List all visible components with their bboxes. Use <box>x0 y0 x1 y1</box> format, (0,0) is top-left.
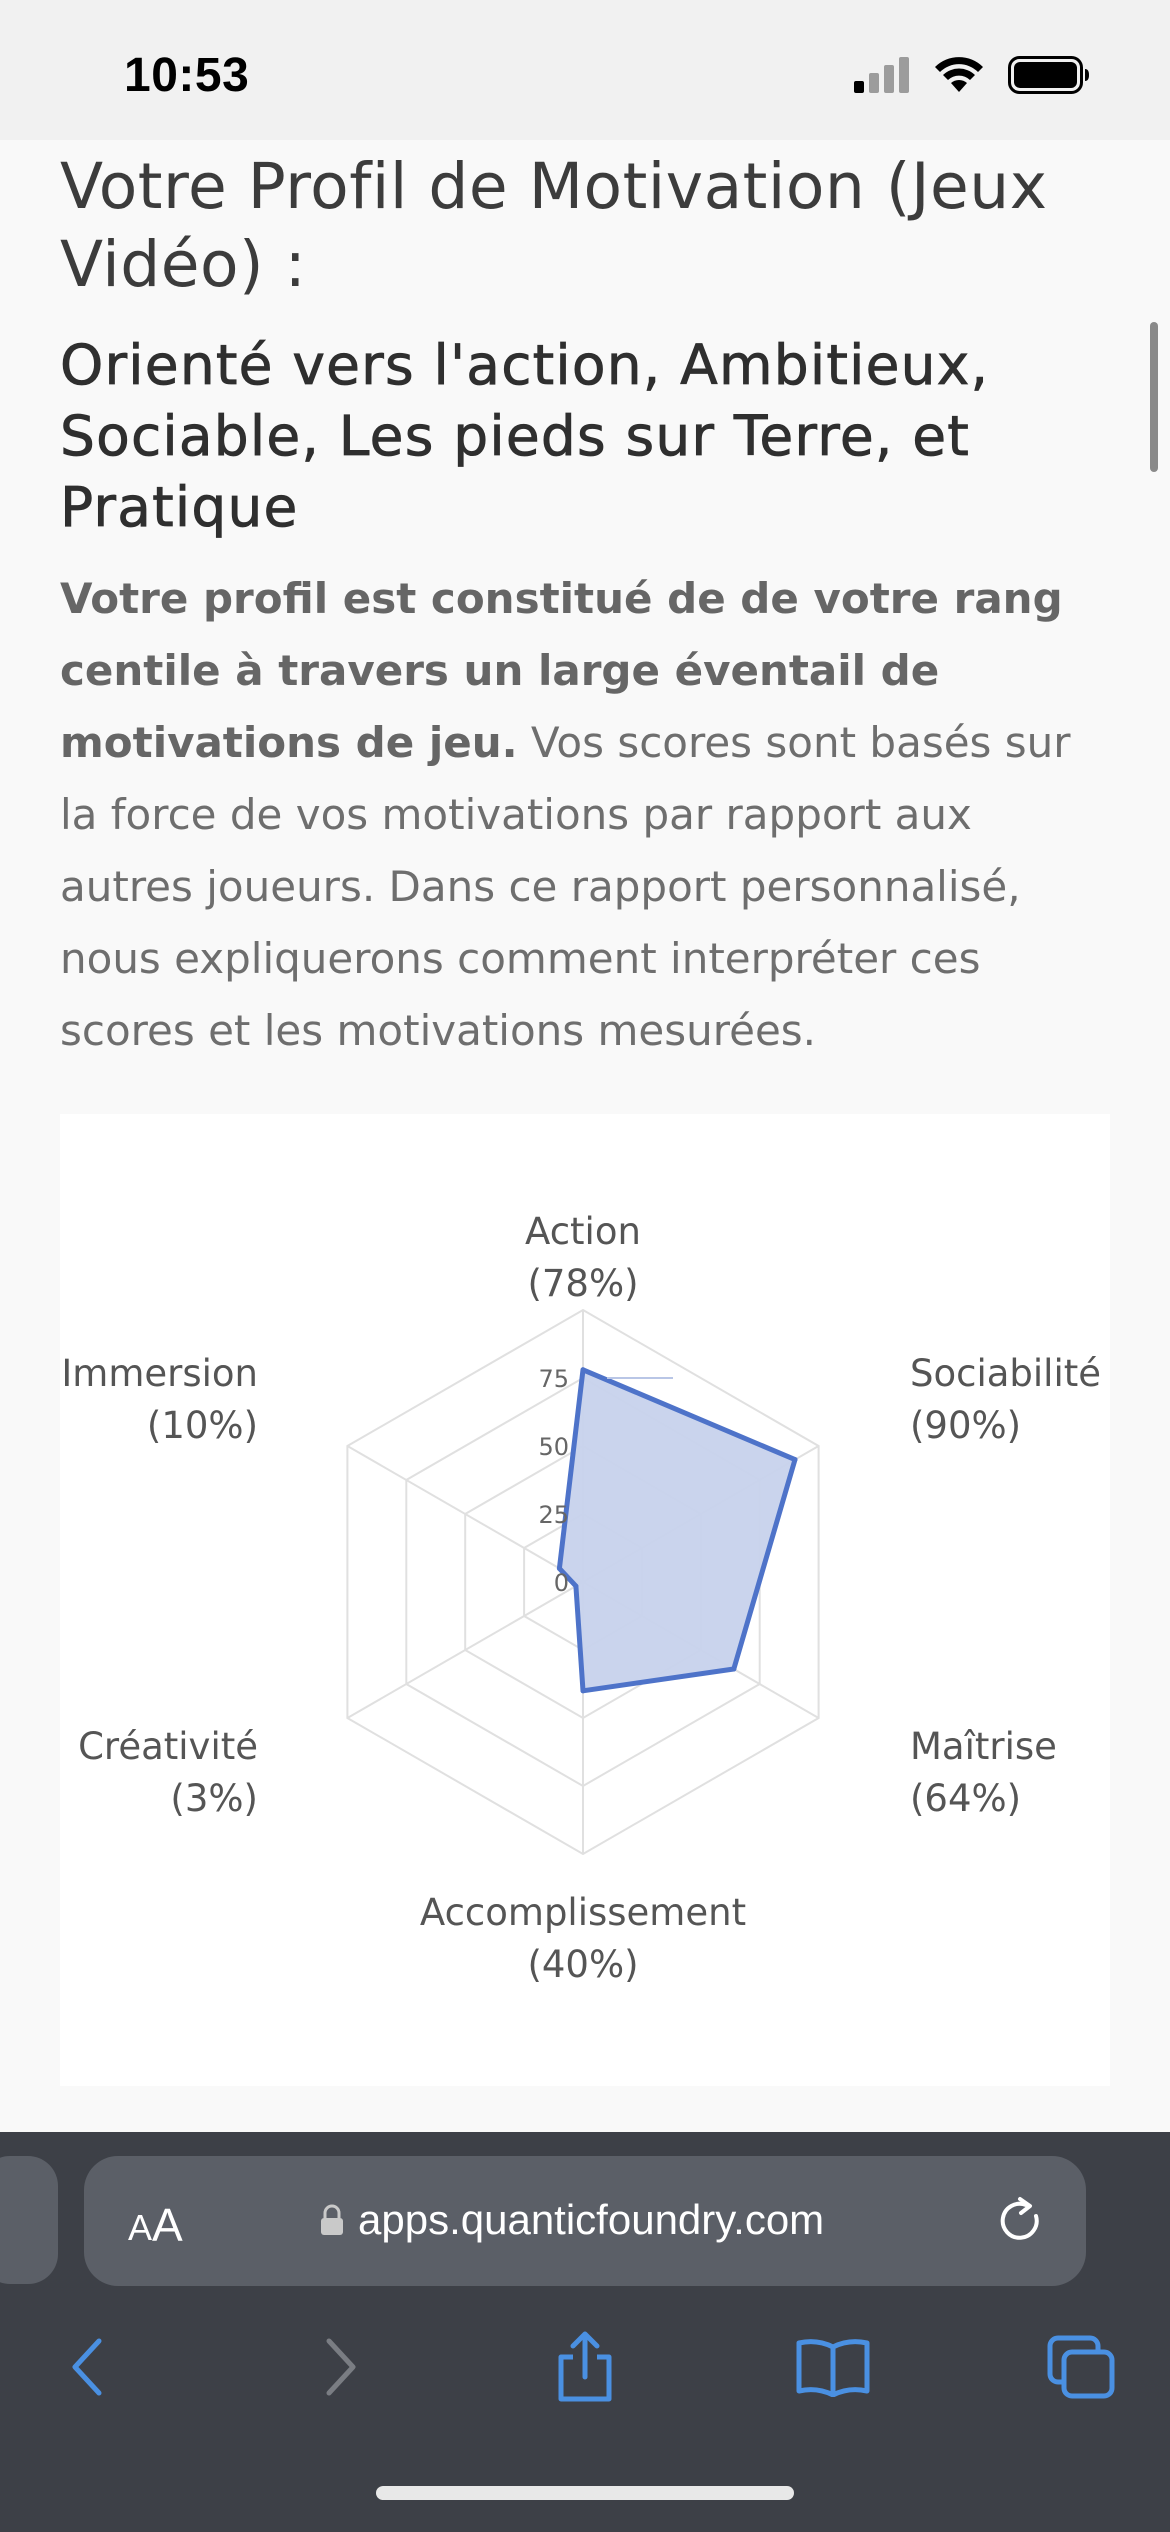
tabs-icon <box>1046 2334 1116 2400</box>
intro-bold-text: Votre profil est constitué de de votre rang centile à travers un large éventail de motivations de jeu. <box>60 574 1063 767</box>
home-indicator[interactable] <box>376 2486 794 2500</box>
url-text: apps.quanticfoundry.com <box>358 2196 825 2243</box>
intro-paragraph <box>60 563 1110 1067</box>
chevron-right-icon <box>321 2337 361 2397</box>
status-bar <box>0 0 1170 140</box>
book-icon <box>795 2337 871 2397</box>
scale-tick-label: 0 <box>553 1569 569 1597</box>
back-button[interactable] <box>42 2322 132 2412</box>
status-time: 10:53 <box>124 49 250 102</box>
chevron-left-icon <box>67 2337 107 2397</box>
browser-nav-row <box>0 2322 1170 2432</box>
axis-label-6: Immersion <box>61 1352 258 1395</box>
profile-subtitle: Orienté vers l'action, Ambitieux, Sociable, Les pieds sur Terre, et Pratique <box>60 333 990 539</box>
axis-label-3: (64%) <box>910 1777 1022 1820</box>
forward-button[interactable] <box>296 2322 386 2412</box>
address-bar[interactable] <box>84 2156 1086 2286</box>
page-title: Votre Profil de Motivation (Jeux Vidéo) : <box>60 150 1048 301</box>
scale-tick-label: 75 <box>538 1365 569 1393</box>
axis-label-2: Sociabilité <box>910 1352 1102 1395</box>
lock-icon <box>320 2204 344 2236</box>
radar-point-3 <box>731 1667 736 1672</box>
axis-label-1: Action <box>525 1210 641 1253</box>
intro-text: Vos scores sont basés sur la force de vos motivations par rapport aux autres joueurs. Dans ce rapport personnalisé, nous expliquerons comment interpréter ces scores et les motivations mesurées. <box>60 718 1071 1055</box>
tabs-button[interactable] <box>1036 2322 1126 2412</box>
motivation-radar-chart <box>60 1114 1110 2086</box>
battery-icon <box>1008 56 1090 94</box>
scale-tick-label: 25 <box>538 1501 569 1529</box>
browser-toolbar <box>0 2132 1170 2532</box>
radar-point-5 <box>573 1584 578 1589</box>
axis-label-6: (10%) <box>146 1404 258 1447</box>
axis-label-4: Accomplissement <box>419 1891 747 1934</box>
radar-chart-svg <box>60 1114 1110 2086</box>
axis-label-5: Créativité <box>78 1725 258 1768</box>
wifi-icon <box>934 56 984 94</box>
share-icon <box>553 2331 617 2403</box>
radar-point-4 <box>581 1688 586 1693</box>
share-button[interactable] <box>540 2322 630 2412</box>
status-icons <box>854 56 1090 94</box>
radar-point-1 <box>581 1367 586 1372</box>
reload-icon[interactable] <box>996 2196 1046 2246</box>
scale-tick-label: 50 <box>538 1433 569 1461</box>
bookmarks-button[interactable] <box>788 2322 878 2412</box>
cellular-signal-icon <box>854 57 910 93</box>
radar-point-2 <box>793 1457 798 1462</box>
previous-tab-peek[interactable] <box>0 2156 58 2284</box>
reader-options-button[interactable]: A A <box>128 2199 183 2251</box>
scroll-indicator[interactable] <box>1150 322 1158 472</box>
axis-label-2: (90%) <box>910 1404 1022 1447</box>
axis-label-1: (78%) <box>527 1262 639 1305</box>
axis-label-5: (3%) <box>170 1777 258 1820</box>
axis-label-4: (40%) <box>527 1943 639 1986</box>
url-display[interactable] <box>320 2196 824 2244</box>
axis-label-3: Maîtrise <box>910 1725 1057 1768</box>
article <box>60 140 1110 1067</box>
